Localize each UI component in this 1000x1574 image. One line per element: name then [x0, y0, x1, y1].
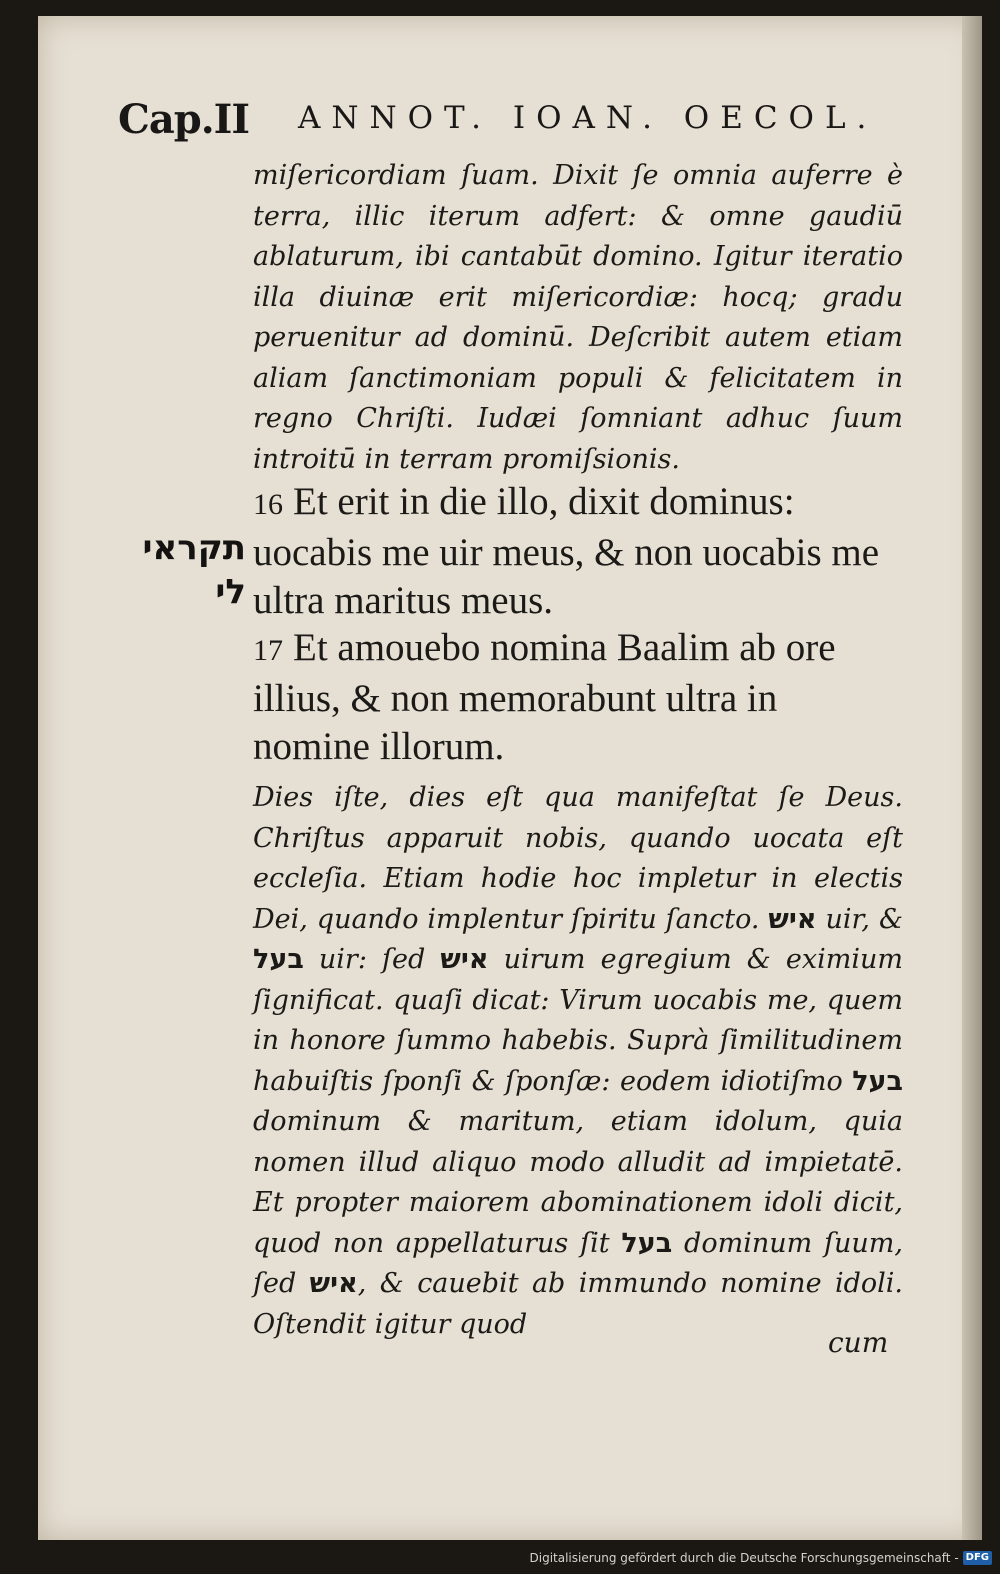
- hebrew-word: איש: [309, 1268, 358, 1299]
- commentary-text: uirum egregium & eximium ſignificat. quaſi dicat: Virum uocabis me, quem in honore ſummo habebis. Suprà ſimilitudinem habuiſtis ſponſi & ſponſæ: eodem idiotiſmo: [253, 944, 903, 1097]
- page-edge: [962, 16, 982, 1540]
- commentary-text: uir, &: [825, 903, 903, 935]
- running-title: ANNOT. IOAN. OECOL.: [298, 100, 878, 136]
- margin-gloss-line: תקראי: [142, 528, 246, 568]
- verse-text: Et erit in die illo, dixit dominus: uocabis me uir meus, & non uocabis me ultra maritus meus.: [253, 480, 880, 622]
- commentary-text: dominum & maritum, etiam idolum, quia nomen illud aliquo modo alludit ad impietatē. Et propter maiorem abominationem idoli dicit, quod non appellaturus ſit: [253, 1106, 903, 1259]
- commentary-text: Dies iſte, dies eſt qua manifeſtat ſe Deus. Chriſtus apparuit nobis, quando uocata eſt eccleſia. Etiam hodie hoc impletur in electis Dei, quando implentur ſpiritu ſancto.: [253, 782, 903, 935]
- hebrew-word: בעל: [621, 1227, 673, 1259]
- hebrew-word: איש: [440, 944, 489, 975]
- commentary-paragraph-1: miſericordiam ſuam. Dixit ſe omnia auferre è terra, illic iterum adfert: & omne gaudiū ablaturum, ibi cantabūt domino. Igitur iteratio illa diuinæ erit miſericordiæ: hocq; gradu peruenitur ad dominū. Deſcribit autem etiam aliam ſanctimoniam populi & felicitatem in regno Chriſti. Iudæi ſomniant adhuc ſuum introitū in terram promiſsionis.: [253, 160, 903, 475]
- hebrew-word: איש: [768, 903, 817, 935]
- verse-text: Et amouebo nomina Baalim ab ore illius, & non memorabunt ultra in nomine illorum.: [253, 626, 836, 768]
- commentary-text: , & cauebit ab immundo nomine idoli. Oſtendit igitur quod: [253, 1268, 903, 1340]
- commentary-text: dominum ſuum, ſed: [253, 1227, 903, 1299]
- running-head: [118, 96, 898, 156]
- footer-text: Digitalisierung gefördert durch die Deutsche Forschungsgemeinschaft -: [529, 1551, 959, 1565]
- commentary-paragraph-2: [253, 778, 903, 1345]
- verse-number: 16: [253, 488, 283, 521]
- margin-gloss: [136, 526, 246, 614]
- verse-17: [253, 624, 903, 771]
- book-page: [38, 16, 982, 1540]
- verse-16: [253, 478, 903, 625]
- verse-number: 17: [253, 634, 283, 667]
- dfg-logo: DFG: [963, 1551, 992, 1565]
- catchword: cum: [828, 1326, 889, 1359]
- footer-credit: [530, 1546, 993, 1570]
- chapter-label: Cap.II: [118, 96, 250, 143]
- hebrew-word: בעל: [852, 1065, 903, 1097]
- margin-gloss-line: לי: [215, 572, 246, 612]
- hebrew-word: בעל: [253, 944, 304, 975]
- commentary-text: uir: ſed: [318, 944, 426, 975]
